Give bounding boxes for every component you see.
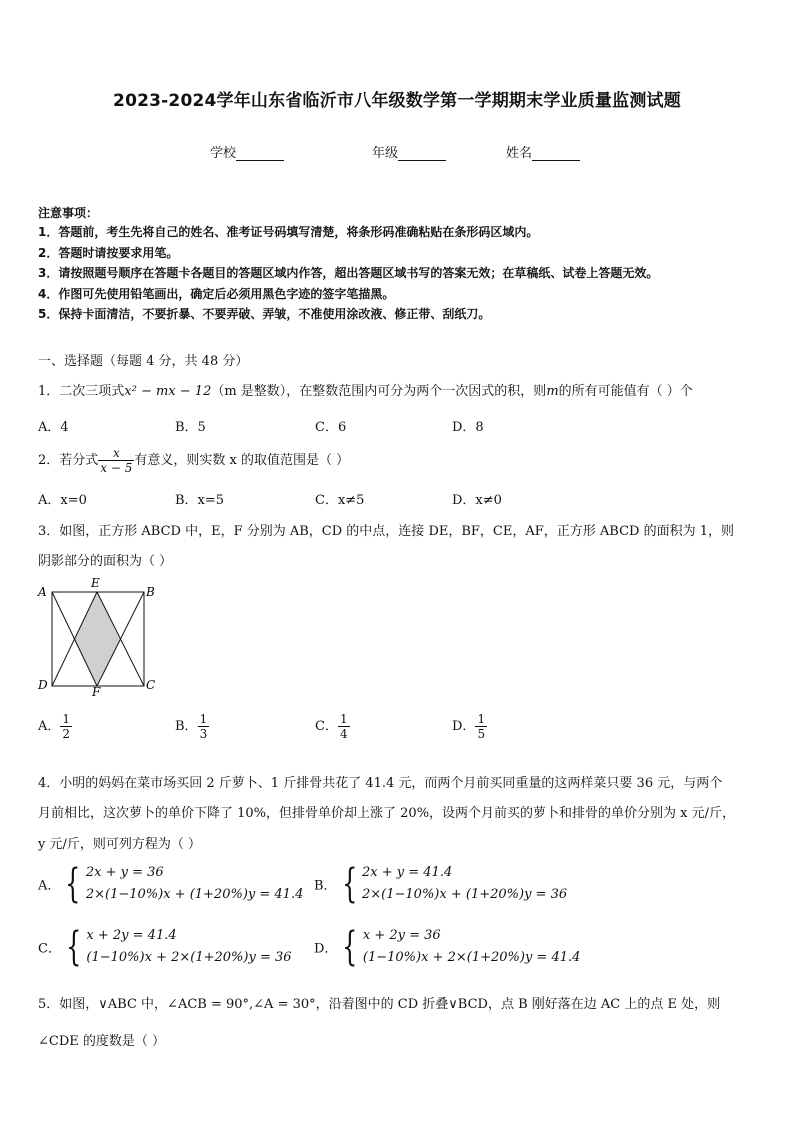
grade-field[interactable] [372,142,446,161]
equation-2: 2×(1−10%)x + (1+20%)y = 36 [362,887,568,902]
label-c: C [146,678,156,692]
name-label: 姓名 [506,146,533,161]
denominator: 2 [62,727,71,741]
equation-system [86,925,291,969]
grade-label: 年级 [372,146,399,161]
brace-icon: { [65,861,81,907]
q2-option-a[interactable]: A．x=0 [38,493,87,508]
numerator: 1 [339,712,348,726]
numerator: 1 [199,712,208,726]
q1-var: m [546,384,559,399]
question-5-line-1: 5．如图，∨ABC 中，∠ACB = 90°,∠A = 30°，沿着图中的 CD 折叠∨BCD，点 B 刚好落在边 AC 上的点 E 处，则 [38,997,721,1012]
notes-list [38,222,658,325]
q1-option-a[interactable]: A．4 [38,420,69,435]
label-e: E [91,576,100,590]
note-item: 3．请按照题号顺序在答题卡各题目的答题区域内作答，超出答题区域书写的答案无效；在草稿纸、试卷上答题无效。 [38,266,659,281]
q2-option-c[interactable]: C．x≠5 [315,493,365,508]
q4-option-d[interactable] [314,925,580,969]
question-5-line-2: ∠CDE 的度数是（ ） [38,1034,166,1049]
school-field[interactable] [210,142,284,161]
grade-blank[interactable] [398,148,446,161]
question-2 [38,446,349,475]
notes-heading: 注意事项： [38,206,99,220]
q4-option-d-letter: D． [314,941,338,957]
name-field[interactable] [506,142,580,161]
q2-numerator: x [98,446,134,461]
q2-fraction [98,446,134,475]
equation-system [86,862,304,906]
equation-1: 2x + y = 36 [85,865,164,880]
label-f: F [92,685,101,698]
brace-icon: { [341,861,357,907]
question-1 [38,380,693,399]
equation-1: x + 2y = 36 [362,928,441,943]
q4-option-a-letter: A． [38,878,61,894]
q3-option-d[interactable] [452,712,487,741]
question-4-line-1: 4．小明的妈妈在菜市场买回 2 斤萝卜、1 斤排骨共花了 41.4 元，而两个月前买同重量的这两样菜只要 36 元，与两个 [38,776,723,791]
equation-system [362,862,567,906]
q4-option-b-letter: B． [314,878,337,894]
label-b: B [146,585,155,599]
q1-prefix: 1．二次三项式 [38,384,125,399]
label-a: A [38,585,47,599]
note-item: 2．答题时请按要求用笔。 [38,245,179,260]
name-blank[interactable] [532,148,580,161]
q3-option-a[interactable] [38,712,72,741]
equation-1: 2x + y = 41.4 [362,865,453,880]
q3-option-d-letter: D． [452,719,476,734]
q3-option-b-fraction [198,712,210,741]
question-4-line-3: y 元/斤，则可列方程为（ ） [38,837,201,852]
section-heading: 一、选择题（每题 4 分，共 48 分） [38,354,249,369]
q1-option-b[interactable]: B．5 [175,420,206,435]
q4-option-c[interactable] [38,925,292,969]
equation-2: (1−10%)x + 2×(1+20%)y = 41.4 [362,950,581,965]
q1-option-c[interactable]: C．6 [315,420,347,435]
q3-option-c[interactable] [315,712,350,741]
q3-option-a-fraction [60,712,72,741]
equation-1: x + 2y = 41.4 [86,928,177,943]
q2-denominator: x − 5 [100,461,133,475]
equation-2: (1−10%)x + 2×(1+20%)y = 36 [86,950,292,965]
question-4-line-2: 月前相比，这次萝卜的单价下降了 10%，但排骨单价却上涨了 20%，设两个月前买的萝卜和排骨的单价分别为 x 元/斤， [38,806,736,821]
denominator: 5 [477,727,486,741]
equation-system [363,925,581,969]
q3-option-d-fraction [475,712,487,741]
q2-option-b[interactable]: B．x=5 [175,493,225,508]
equation-2: 2×(1−10%)x + (1+20%)y = 41.4 [85,887,304,902]
page-title: 2023-2024学年山东省临沂市八年级数学第一学期期末学业质量监测试题 [113,91,681,111]
q4-option-a[interactable] [38,862,303,906]
q1-expression: x² − mx − 12 [124,384,212,399]
note-item: 4．作图可先使用铅笔画出，确定后必须用黑色字迹的签字笔描黑。 [38,286,395,301]
q1-suffix: 的所有可能值有（ ）个 [558,384,693,399]
brace-icon: { [342,924,358,970]
denominator: 4 [339,727,348,741]
denominator: 3 [199,727,208,741]
note-item: 5．保持卡面清洁，不要折暴、不要弄破、弄皱，不准使用涂改液、修正带、刮纸刀。 [38,307,491,322]
q3-option-c-letter: C． [315,719,338,734]
question-3-line-2: 阴影部分的面积为（ ） [38,554,173,569]
q4-option-b[interactable] [314,862,567,906]
note-item: 1．答题前，考生先将自己的姓名、准考证号码填写清楚，将条形码准确粘贴在条形码区域内。 [38,225,539,239]
q2-option-d[interactable]: D．x≠0 [452,493,502,508]
shaded-rhombus [74,592,120,686]
q3-option-b[interactable] [175,712,209,741]
q2-prefix: 2．若分式 [38,453,99,468]
q3-option-b-letter: B． [175,719,198,734]
q3-option-c-fraction [338,712,350,741]
numerator: 1 [477,712,486,726]
square-figure [34,574,164,698]
question-3-line-1: 3．如图，正方形 ABCD 中，E，F 分别为 AB，CD 的中点，连接 DE，BF，CE，AF，正方形 ABCD 的面积为 1，则 [38,524,734,539]
school-blank[interactable] [236,148,284,161]
q2-suffix: 有意义，则实数 x 的取值范围是（ ） [134,453,350,468]
label-d: D [38,678,48,692]
numerator: 1 [62,712,71,726]
school-label: 学校 [210,146,237,161]
q4-option-c-letter: C． [38,941,61,957]
q3-option-a-letter: A． [38,719,61,734]
q1-middle: （m 是整数），在整数范围内可分为两个一次因式的积，则 [211,384,547,399]
q1-option-d[interactable]: D．8 [452,420,484,435]
brace-icon: { [66,924,82,970]
